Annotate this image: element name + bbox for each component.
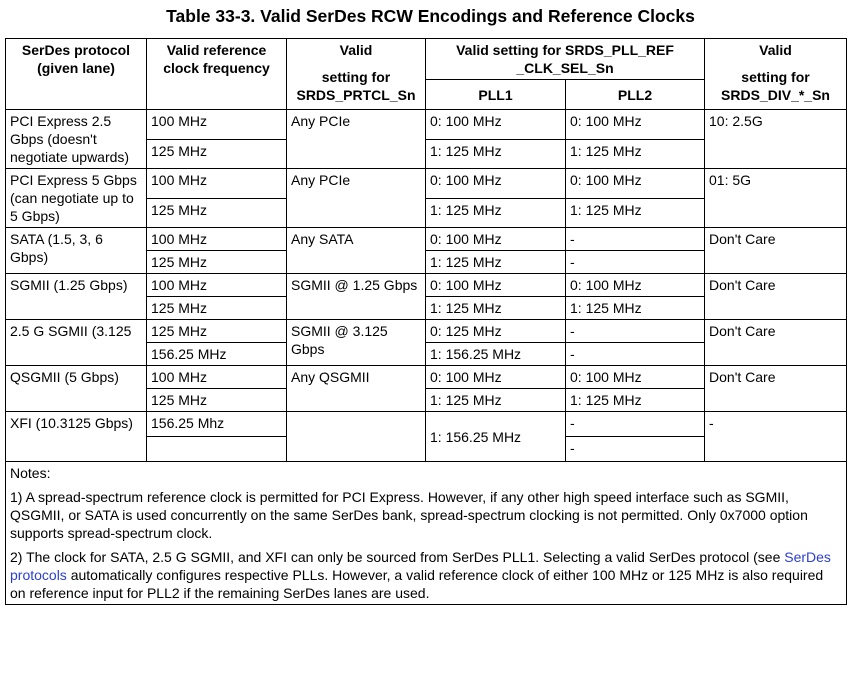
pll1-cell: 0: 100 MHz xyxy=(426,169,566,199)
pll2-cell: 1: 125 MHz xyxy=(566,139,705,169)
notes-cell xyxy=(6,462,847,605)
pll1-cell: 1: 125 MHz xyxy=(426,198,566,228)
protocol-cell: SGMII (1.25 Gbps) xyxy=(6,274,147,320)
table-row xyxy=(6,169,847,199)
serdes-protocols-link[interactable]: SerDes protocols xyxy=(10,549,831,583)
header-pll2: PLL2 xyxy=(566,80,705,110)
prtcl-cell: SGMII @ 1.25 Gbps xyxy=(287,274,426,320)
refclk-cell: 125 MHz xyxy=(147,251,287,274)
notes-heading: Notes: xyxy=(10,465,51,481)
pll1-cell: 0: 100 MHz xyxy=(426,274,566,297)
pll2-cell: 0: 100 MHz xyxy=(566,110,705,140)
prtcl-cell: Any PCIe xyxy=(287,110,426,169)
div-cell: 10: 2.5G xyxy=(705,110,847,169)
refclk-cell: 156.25 MHz xyxy=(147,343,287,366)
pll2-cell: 1: 125 MHz xyxy=(566,198,705,228)
prtcl-cell: Any SATA xyxy=(287,228,426,274)
pll1-cell: 0: 100 MHz xyxy=(426,366,566,389)
refclk-cell: 125 MHz xyxy=(147,297,287,320)
header-pll: Valid setting for SRDS_PLL_REF _CLK_SEL_Sn xyxy=(426,39,705,80)
xfi-pll1: 1: 156.25 MHz xyxy=(426,412,566,462)
xfi-prtcl xyxy=(287,412,426,462)
pll2-cell: - xyxy=(566,228,705,251)
protocol-cell: 2.5 G SGMII (3.125 xyxy=(6,320,147,366)
note-1: 1) A spread-spectrum reference clock is permitted for PCI Express. However, if any other high speed interface such as SGMII, QSGMII, or SATA is used concurrently on the same SerDes bank, spread-spectrum clocking is not permitted. Only 0x7000 option supports spread-spectrum clock. xyxy=(10,489,808,541)
table-row xyxy=(6,110,847,140)
prtcl-cell: Any QSGMII xyxy=(287,366,426,412)
refclk-cell: 100 MHz xyxy=(147,366,287,389)
div-cell: 01: 5G xyxy=(705,169,847,228)
xfi-pll2-a: - xyxy=(566,412,705,437)
header-pll1: PLL1 xyxy=(426,80,566,110)
pll2-cell: - xyxy=(566,343,705,366)
div-cell: Don't Care xyxy=(705,366,847,412)
refclk-cell: 125 MHz xyxy=(147,198,287,228)
protocol-cell: SATA (1.5, 3, 6 Gbps) xyxy=(6,228,147,274)
refclk-cell: 100 MHz xyxy=(147,228,287,251)
div-cell: Don't Care xyxy=(705,320,847,366)
div-cell: Don't Care xyxy=(705,228,847,274)
header-refclk: Valid reference clock frequency xyxy=(147,39,287,110)
pll1-cell: 0: 125 MHz xyxy=(426,320,566,343)
xfi-div: - xyxy=(705,412,847,462)
protocol-cell: QSGMII (5 Gbps) xyxy=(6,366,147,412)
note-2: 2) The clock for SATA, 2.5 G SGMII, and XFI can only be sourced from SerDes PLL1. Selecting a valid SerDes protocol (see SerDes protocols automatically configures respective PLLs. However, a valid reference clock of either 100 MHz or 125 MHz is also required on reference input for PLL2 if the remaining SerDes lanes are used. xyxy=(10,549,831,601)
xfi-pll2-b: - xyxy=(566,437,705,462)
pll1-cell: 0: 100 MHz xyxy=(426,228,566,251)
refclk-cell: 125 MHz xyxy=(147,320,287,343)
table-row xyxy=(6,366,847,389)
xfi-refclk: 156.25 Mhz xyxy=(147,412,287,437)
xfi-refclk-2 xyxy=(147,437,287,462)
xfi-protocol: XFI (10.3125 Gbps) xyxy=(6,412,147,462)
pll2-cell: - xyxy=(566,251,705,274)
pll1-cell: 1: 125 MHz xyxy=(426,297,566,320)
protocol-cell: PCI Express 2.5 Gbps (doesn't negotiate upwards) xyxy=(6,110,147,169)
header-div: Valid setting for SRDS_DIV_*_Sn xyxy=(705,39,847,110)
pll1-cell: 1: 156.25 MHz xyxy=(426,343,566,366)
header-prtcl: Valid setting for SRDS_PRTCL_Sn xyxy=(287,39,426,110)
pll2-cell: - xyxy=(566,320,705,343)
prtcl-cell: SGMII @ 3.125 Gbps xyxy=(287,320,426,366)
div-cell: Don't Care xyxy=(705,274,847,320)
prtcl-cell: Any PCIe xyxy=(287,169,426,228)
pll2-cell: 0: 100 MHz xyxy=(566,366,705,389)
table-row xyxy=(6,228,847,251)
protocol-cell: PCI Express 5 Gbps (can negotiate up to 5 Gbps) xyxy=(6,169,147,228)
refclk-cell: 100 MHz xyxy=(147,110,287,140)
table-title: Table 33-3. Valid SerDes RCW Encodings and Reference Clocks xyxy=(166,6,695,26)
serdes-table xyxy=(5,38,847,605)
pll2-cell: 1: 125 MHz xyxy=(566,297,705,320)
pll1-cell: 1: 125 MHz xyxy=(426,389,566,412)
header-protocol: SerDes protocol (given lane) xyxy=(6,39,147,110)
refclk-cell: 125 MHz xyxy=(147,139,287,169)
pll1-cell: 0: 100 MHz xyxy=(426,110,566,140)
refclk-cell: 100 MHz xyxy=(147,169,287,199)
pll2-cell: 0: 100 MHz xyxy=(566,169,705,199)
pll1-cell: 1: 125 MHz xyxy=(426,251,566,274)
refclk-cell: 125 MHz xyxy=(147,389,287,412)
pll1-cell: 1: 125 MHz xyxy=(426,139,566,169)
table-row xyxy=(6,274,847,297)
refclk-cell: 100 MHz xyxy=(147,274,287,297)
table-row xyxy=(6,320,847,343)
pll2-cell: 1: 125 MHz xyxy=(566,389,705,412)
pll2-cell: 0: 100 MHz xyxy=(566,274,705,297)
